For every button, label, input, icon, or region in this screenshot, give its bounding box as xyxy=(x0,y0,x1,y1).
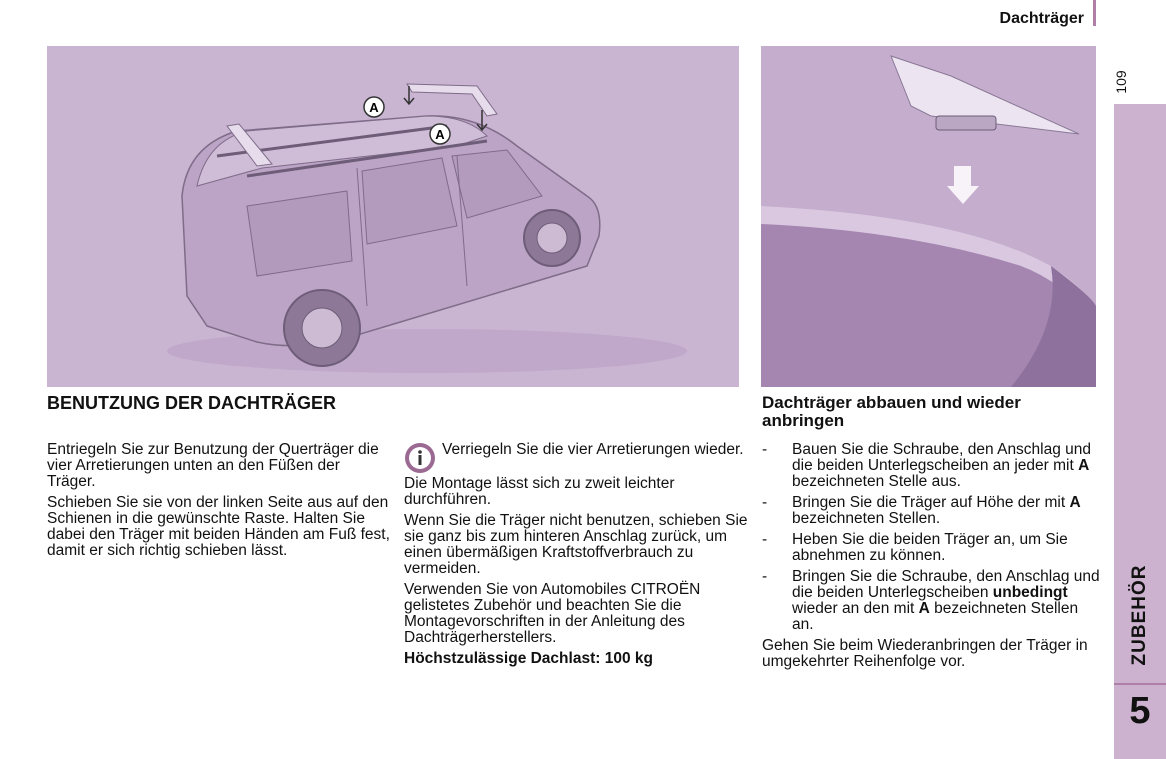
section-heading-usage: BENUTZUNG DER DACHTRÄGER xyxy=(47,393,336,413)
page-number: 109 xyxy=(1113,70,1129,94)
list-item xyxy=(762,569,1102,633)
notes-paragraph-3: Verwenden Sie von Automobiles CITROËN gelistetes Zubehör und beachten Sie die Montagevorschriften in der Anleitung des Dachträgerherstellers. xyxy=(404,581,701,646)
list-dash: - xyxy=(762,531,768,548)
list-item-text: Bringen Sie die Schraube, den Anschlag und die beiden Unterlegscheiben unbedingt wieder an den mit A bezeichneten Stellen an. xyxy=(792,568,1100,633)
notes-paragraph-2: Wenn Sie die Träger nicht benutzen, schieben Sie sie ganz bis zum hinteren Anschlag zurück, um einen übermäßigen Kraftstoffverbrauch zu vermeiden. xyxy=(404,512,748,577)
van-roof-rack-illustration xyxy=(47,46,739,387)
list-item-text: Heben Sie die beiden Träger an, um Sie abnehmen zu können. xyxy=(792,531,1068,564)
notes-paragraph-1: Die Montage lässt sich zu zweit leichter durchführen. xyxy=(404,475,675,508)
callout-a-front: A xyxy=(435,127,445,142)
usage-column xyxy=(47,442,392,564)
notes-column xyxy=(404,442,749,672)
list-dash: - xyxy=(762,568,768,585)
remove-refit-column xyxy=(762,442,1102,675)
section-heading-remove-refit: Dachträger abbauen und wieder anbringen xyxy=(762,393,1021,430)
max-roof-load: Höchstzulässige Dachlast: 100 kg xyxy=(404,650,653,667)
usage-paragraph-2: Schieben Sie sie von der linken Seite aus auf den Schienen in die gewünschte Raste. Halten Sie dabei den Träger mit beiden Händen am Fuß fest, damit er sich richtig schieben lässt. xyxy=(47,494,390,559)
closing-paragraph: Gehen Sie beim Wiederanbringen der Träger in umgekehrter Reihenfolge vor. xyxy=(762,637,1088,670)
list-item xyxy=(762,532,1102,564)
list-dash: - xyxy=(762,494,768,511)
header-divider xyxy=(1093,0,1096,26)
chapter-tab-label: ZUBEHÖR xyxy=(1129,564,1150,666)
list-item xyxy=(762,442,1102,490)
list-dash: - xyxy=(762,441,768,458)
info-note xyxy=(404,442,749,474)
info-note-text: Verriegeln Sie die vier Arretierungen wieder. xyxy=(442,441,744,458)
roof-rack-detail-illustration xyxy=(761,46,1096,387)
chapter-tab-label-wrapper xyxy=(1100,560,1166,680)
list-item xyxy=(762,495,1102,527)
chapter-tab-divider xyxy=(1114,683,1166,685)
callout-a-rear: A xyxy=(369,100,379,115)
usage-paragraph-1: Entriegeln Sie zur Benutzung der Querträger die vier Arretierungen unten an den Füßen der Träger. xyxy=(47,441,379,490)
van-illustration-svg xyxy=(47,46,739,387)
detail-illustration-svg xyxy=(761,46,1096,387)
list-item-text: Bringen Sie die Träger auf Höhe der mit A bezeichneten Stellen. xyxy=(792,494,1081,527)
page-header-title: Dachträger xyxy=(999,10,1084,27)
info-icon xyxy=(404,442,436,474)
chapter-number: 5 xyxy=(1129,690,1151,732)
list-item-text: Bauen Sie die Schraube, den Anschlag und die beiden Unterlegscheiben an jeder mit A bezeichneten Stelle aus. xyxy=(792,441,1092,490)
